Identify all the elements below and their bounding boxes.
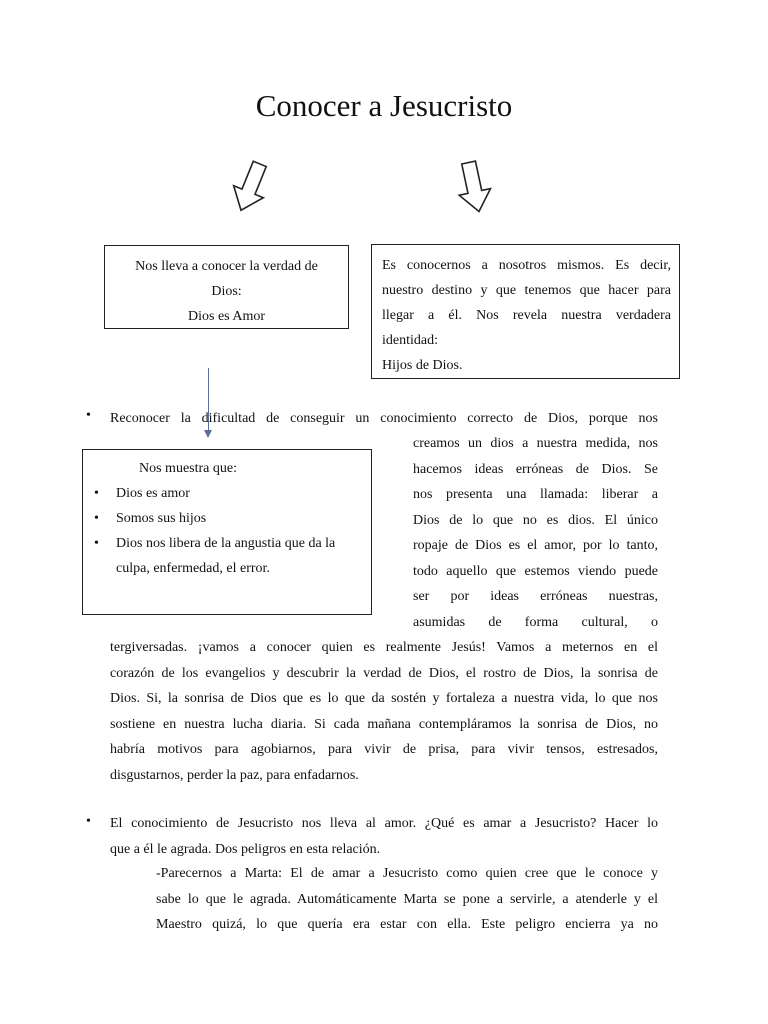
bullet-2: • [86,814,91,829]
paragraph-1-body [110,635,658,788]
box-verdad-de-dios [104,245,349,329]
paragraph-2 [110,811,658,862]
bullet-icon: • [94,511,99,526]
muestra-item-2: Somos sus hijos [116,511,207,526]
bullet-icon: • [94,486,99,501]
p1-full-line-3: Dios. Si, la sonrisa de Dios que es lo que da sostén y fortaleza a nuestra vida, lo que nos [110,691,658,706]
box-muestra-heading: Nos muestra que: [139,461,237,476]
box-conocernos [371,244,680,379]
box-nos-muestra [82,449,372,615]
list-item [89,481,363,506]
p2-sub-line-2: sabe lo que le agrada. Automáticamente Marta se pone a servirle, a atenderle y el [156,891,658,907]
box-left-line-3: Dios es Amor [188,309,265,324]
p1-col-line-3: nos presenta una llamada: liberar a [413,487,658,502]
list-item [89,531,363,581]
p1-full-line-5: habría motivos para agobiarnos, para vivir de prisa, para vivir tensos, estresados, [110,742,658,757]
box-right-line-3: llegar a él. Nos revela nuestra verdadera [382,308,671,323]
bullet-icon: • [94,536,99,551]
p2-line-1: El conocimiento de Jesucristo nos lleva al amor. ¿Qué es amar a Jesucristo? Hacer lo [110,816,658,831]
p1-full-line-2: corazón de los evangelios y descubrir la verdad de Dios, el rostro de Dios, la sonrisa de [110,665,658,681]
p1-full-line-1: tergiversadas. ¡vamos a conocer quien es realmente Jesús! Vamos a meternos en el [110,640,658,655]
muestra-item-1: Dios es amor [116,486,190,501]
box-right-line-2: nuestro destino y que tenemos que hacer para [382,283,671,298]
p1-full-line-4: sostiene en nuestra lucha diaria. Si cada mañana contempláramos la sonrisa de Dios, no [110,716,658,732]
p1-col-line-2: hacemos ideas erróneas de Dios. Se [413,461,658,477]
p1-col-line-5: ropaje de Dios es el amor, por lo tanto, [413,538,658,553]
p2-line-2: que a él le agrada. Dos peligros en esta relación. [110,841,381,857]
p1-col-line-6: todo aquello que estemos viendo puede [413,563,658,579]
page-title: Conocer a Jesucristo [255,88,513,123]
p2-sub-line-3: Maestro quizá, lo que quería era estar con ella. Este peligro encierra ya no [156,917,658,932]
arrow-down-left-icon [230,160,270,216]
box-left-line-1: Nos lleva a conocer la verdad de [135,259,318,274]
box-left-line-2: Dios: [211,284,242,299]
muestra-item-3: Dios nos libera de la angustia que da la [116,536,336,551]
paragraph-1-first-line [110,406,658,432]
list-item [89,506,363,531]
p1-full-line-6: disgustarnos, perder la paz, para enfadarnos. [110,767,359,783]
box-right-line-5: Hijos de Dios. [382,358,463,373]
arrow-down-right-icon [454,160,494,216]
paragraph-2-sub [156,861,658,938]
bullet-1: • [86,408,91,423]
muestra-item-3-cont: culpa, enfermedad, el error. [116,561,270,576]
p2-sub-line-1: -Parecernos a Marta: El de amar a Jesucristo como quien cree que le conoce y [156,866,658,881]
box-right-line-4: identidad: [382,333,438,348]
p1-col-line-4: Dios de lo que no es dios. El único [413,512,658,528]
box-right-line-1: Es conocernos a nosotros mismos. Es decir, [382,258,671,273]
paragraph-1-right-column [413,431,658,635]
p1-line-0: Reconocer la dificultad de conseguir un conocimiento correcto de Dios, porque nos [110,411,658,426]
p1-col-line-7: ser por ideas erróneas nuestras, [413,589,658,604]
box-muestra-list [89,481,363,581]
p1-col-line-1: creamos un dios a nuestra medida, nos [413,436,658,451]
p1-col-line-8: asumidas de forma cultural, o [413,614,658,630]
